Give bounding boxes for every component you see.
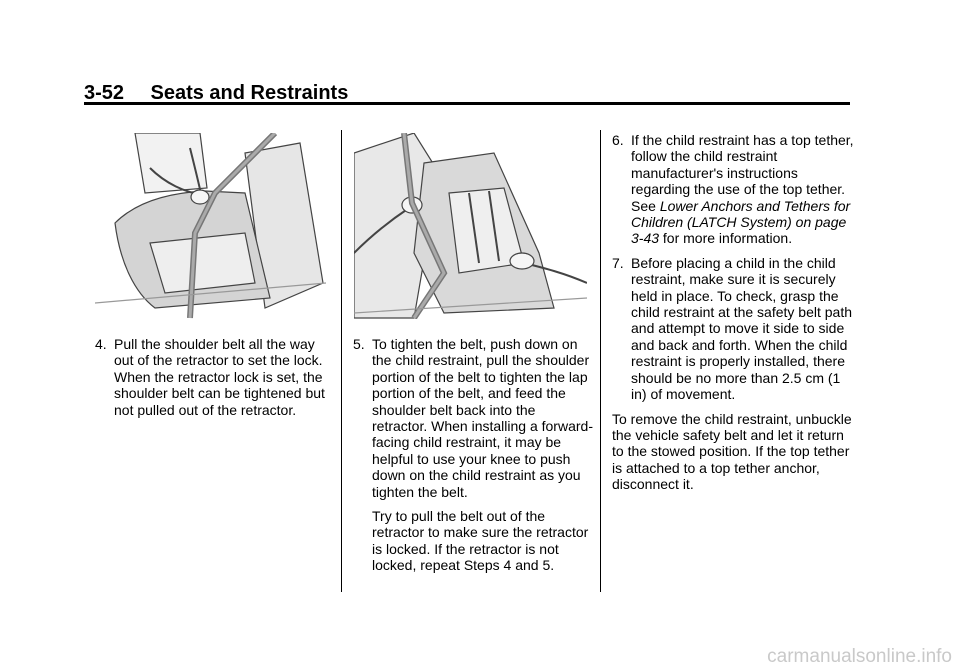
step-6	[612, 132, 855, 247]
page-number: 3-52	[84, 82, 125, 104]
step-number: 7.	[612, 254, 624, 271]
column-3-text	[612, 132, 855, 493]
cross-reference-link[interactable]: Lower Anchors and Tethers for Children (LATCH System) on page 3-43	[631, 197, 851, 247]
step-text: To tighten the belt, push down on the child restraint, pull the shoulder portion of the belt to tighten the lap portion of the belt, and feed the shoulder belt back into the retractor. When installing a forward-facing child restraint, it may be helpful to use your knee to push down on the child restraint as you tighten the belt.	[372, 336, 593, 500]
step-number: 6.	[612, 132, 624, 148]
adult-pulling-belt-illustration-icon	[95, 133, 326, 319]
column-divider-1	[341, 130, 342, 592]
tightening-belt-illustration-icon	[354, 133, 587, 319]
step-5	[353, 336, 593, 500]
column-divider-2	[600, 130, 601, 592]
figure-adult-pulling-belt	[95, 133, 326, 319]
step-text-before: If the child restraint has a top tether, follow the child restraint manufacturer's instructions regarding the use of the top tether. See	[631, 132, 854, 214]
step-number: 5.	[353, 336, 365, 352]
column-2-text	[353, 336, 593, 574]
step-text: Pull the shoulder belt all the way out of the retractor to set the lock. When the retractor lock is set, the shoulder belt can be tightened but not pulled out of the retractor.	[114, 336, 325, 418]
header-rule	[84, 102, 850, 105]
step-text-after: for more information.	[659, 230, 793, 247]
step-5-note: Try to pull the belt out of the retractor to make sure the retractor is locked. If the retractor is not locked, repeat Steps 4 and 5.	[372, 508, 589, 574]
step-4	[95, 336, 333, 418]
column-1-text	[95, 336, 333, 426]
watermark: carmanualsonline.info	[767, 646, 952, 667]
step-text: Before placing a child in the child restraint, make sure it is securely held in place. To check, grasp the child restraint at the safety belt path and attempt to move it side to side and back and forth. When the child restraint is properly installed, there should be no more than 2.5 cm (1 in) of movement.	[631, 254, 853, 403]
step-number: 4.	[95, 336, 107, 352]
section-title: Seats and Restraints	[150, 82, 349, 104]
step-7	[612, 255, 855, 403]
removal-paragraph: To remove the child restraint, unbuckle the vehicle safety belt and let it return to the stowed position. If the top tether is attached to a top tether anchor, disconnect it.	[612, 410, 852, 493]
figure-tightening-belt	[354, 133, 587, 319]
